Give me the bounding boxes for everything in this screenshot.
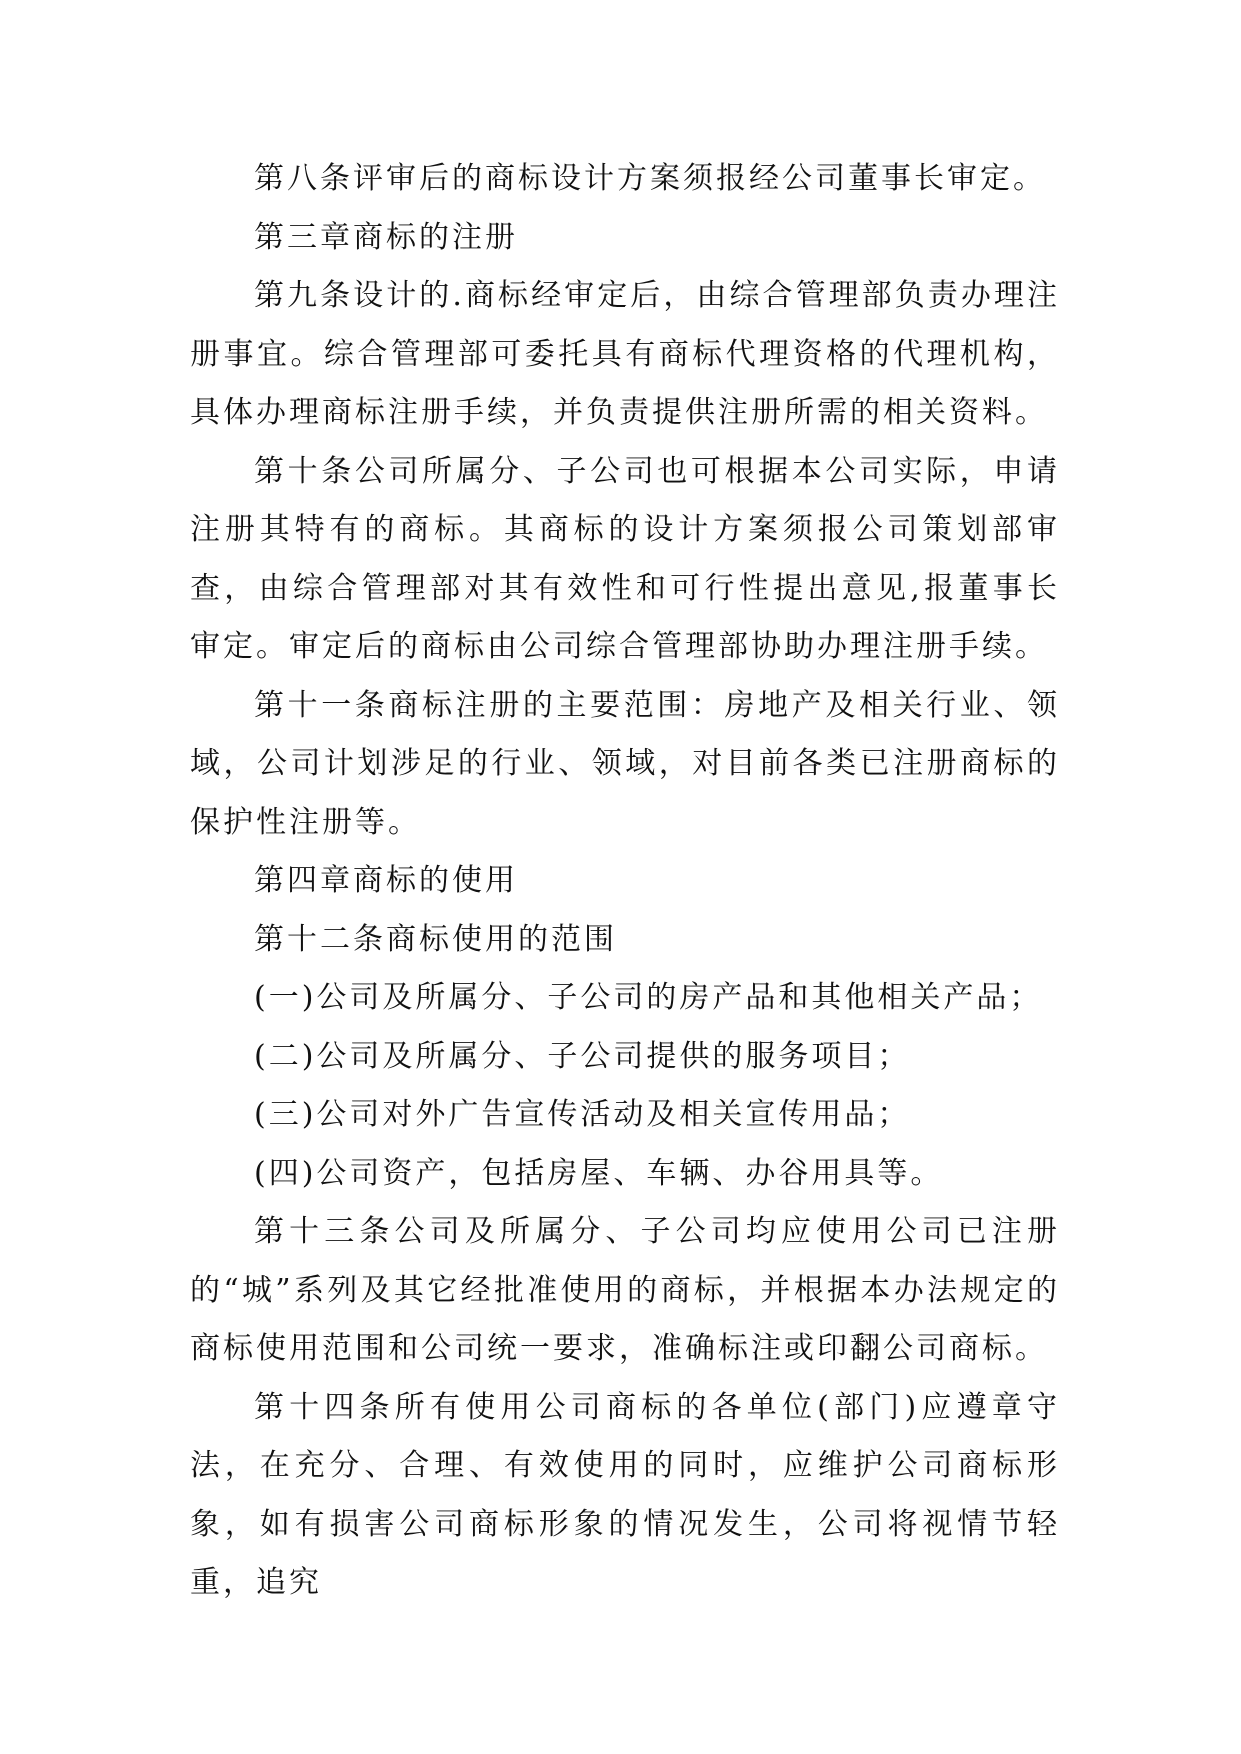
paragraph-article-8: 第八条评审后的商标设计方案须报经公司董事长审定。 [254,161,1046,196]
chapter-heading-3: 第三章商标的注册 [254,219,518,255]
list-item-3: (三)公司对外广告宣传活动及相关宣传用品； [254,1097,911,1132]
list-item-1: (一)公司及所属分、子公司的房产品和其他相关产品； [254,980,1043,1015]
paragraph-article-9: 第九条设计的.商标经审定后，由综合管理部负责办理注册事宜。综合管理部可委托具有商标代理资格的代理机构，具体办理商标注册手续，并负责提供注册所需的相关资料。 [190,278,1060,430]
paragraph-article-10: 第十条公司所属分、子公司也可根据本公司实际，申请注册其特有的商标。其商标的设计方案须报公司策划部审查，由综合管理部对其有效性和可行性提出意见,报董事长审定。审定后的商标由公司综合管理部协助办理注册手续。 [190,453,1060,664]
list-item-4: (四)公司资产，包括房屋、车辆、办谷用具等。 [254,1155,944,1191]
paragraph-article-12: 第十二条商标使用的范围 [254,921,617,957]
paragraph-article-11: 第十一条商标注册的主要范围：房地产及相关行业、领域，公司计划涉足的行业、领域，对目前各类已注册商标的保护性注册等。 [190,687,1060,840]
paragraph-article-14: 第十四条所有使用公司商标的各单位(部门)应遵章守法，在充分、合理、有效使用的同时，应维护公司商标形象，如有损害公司商标形象的情况发生，公司将视情节轻重，追究 [190,1389,1060,1600]
document-body [190,150,1060,1613]
chapter-heading-4: 第四章商标的使用 [254,863,518,898]
list-item-2: (二)公司及所属分、子公司提供的服务项目； [254,1038,911,1074]
paragraph-article-13: 第十三条公司及所属分、子公司均应使用公司已注册的“城”系列及其它经批准使用的商标，并根据本办法规定的商标使用范围和公司统一要求，准确标注或印翻公司商标。 [190,1214,1060,1366]
